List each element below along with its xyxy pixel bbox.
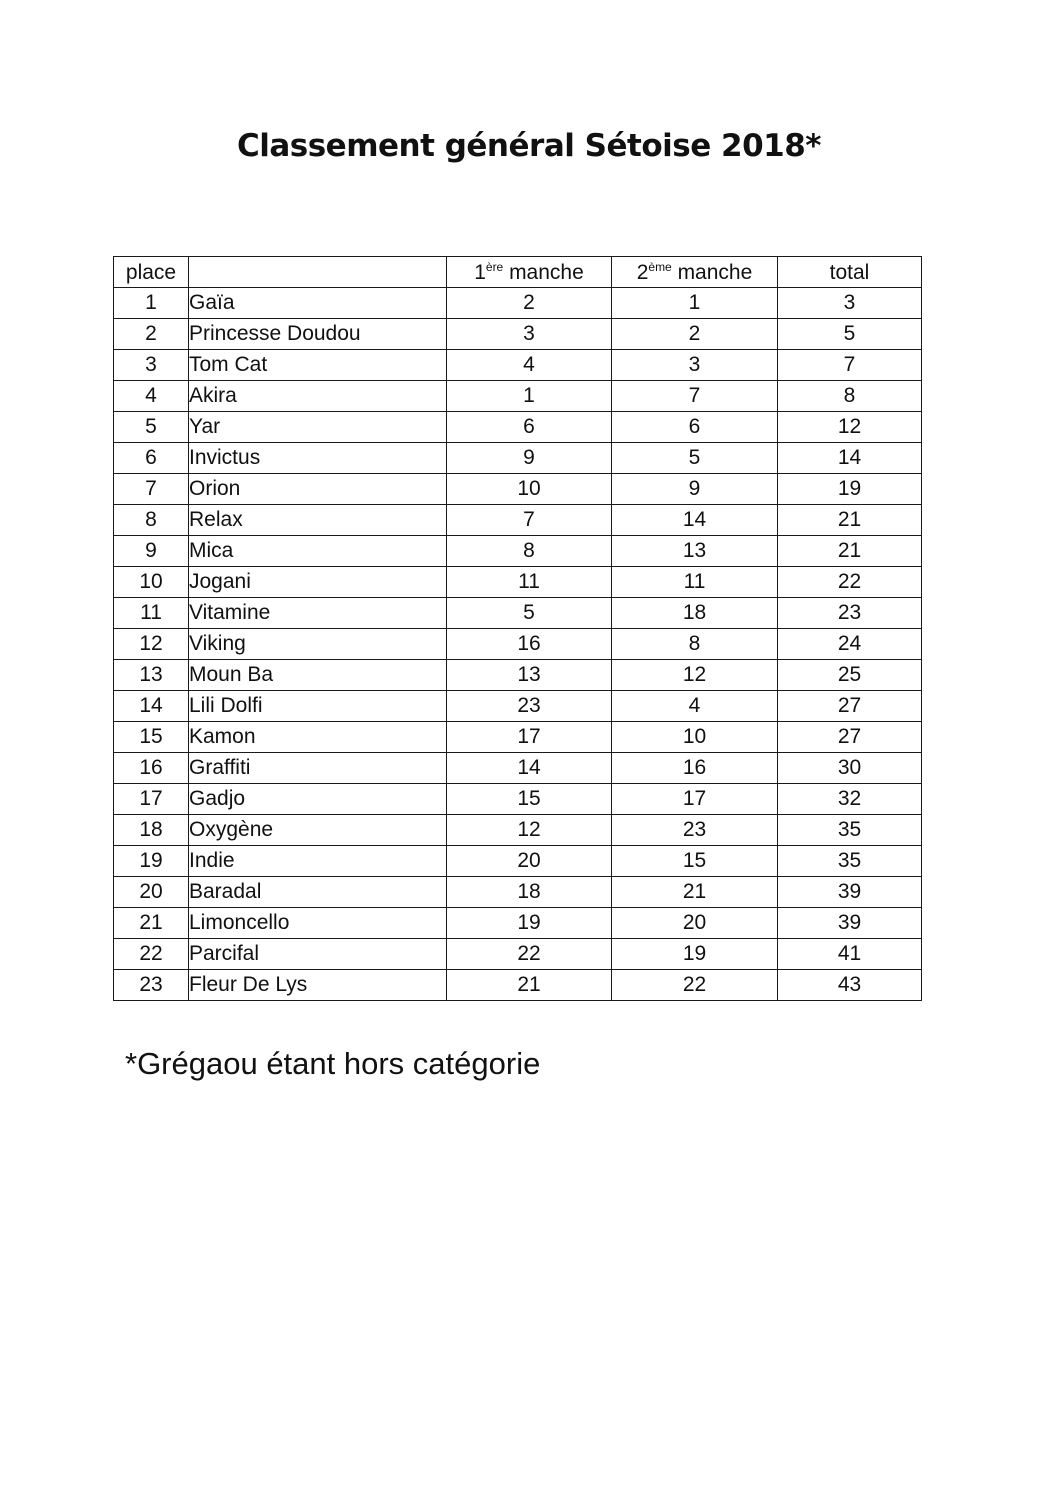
cell-place: 22	[114, 939, 189, 970]
header-round1-superscript: ère	[485, 260, 504, 274]
cell-total: 5	[778, 319, 922, 350]
cell-round1: 18	[447, 877, 612, 908]
cell-round1: 6	[447, 412, 612, 443]
cell-total: 35	[778, 846, 922, 877]
header-total: total	[778, 257, 922, 288]
cell-round1: 22	[447, 939, 612, 970]
table-row	[114, 753, 922, 784]
header-round1-number: 1	[474, 261, 486, 284]
cell-round2: 9	[612, 474, 778, 505]
header-round1-label: manche	[503, 261, 584, 284]
cell-place: 13	[114, 660, 189, 691]
table-row	[114, 691, 922, 722]
cell-total: 12	[778, 412, 922, 443]
cell-place: 23	[114, 970, 189, 1001]
cell-round2: 3	[612, 350, 778, 381]
cell-name: Akira	[189, 381, 447, 412]
footnote: *Grégaou étant hors catégorie	[125, 1046, 541, 1081]
cell-name: Relax	[189, 505, 447, 536]
cell-round1: 14	[447, 753, 612, 784]
cell-round2: 1	[612, 288, 778, 319]
table-row	[114, 908, 922, 939]
cell-round1: 5	[447, 598, 612, 629]
cell-round2: 23	[612, 815, 778, 846]
cell-total: 39	[778, 877, 922, 908]
cell-name: Indie	[189, 846, 447, 877]
table-row	[114, 877, 922, 908]
table-row	[114, 350, 922, 381]
page-title: Classement général Sétoise 2018*	[236, 128, 822, 164]
cell-round1: 2	[447, 288, 612, 319]
cell-round2: 18	[612, 598, 778, 629]
cell-name: Fleur De Lys	[189, 970, 447, 1001]
table-row	[114, 381, 922, 412]
header-round2-label: manche	[671, 261, 753, 284]
cell-name: Moun Ba	[189, 660, 447, 691]
cell-round2: 15	[612, 846, 778, 877]
cell-round1: 8	[447, 536, 612, 567]
cell-total: 8	[778, 381, 922, 412]
cell-round1: 12	[447, 815, 612, 846]
cell-name: Orion	[189, 474, 447, 505]
cell-round2: 10	[612, 722, 778, 753]
cell-round1: 9	[447, 443, 612, 474]
cell-place: 20	[114, 877, 189, 908]
cell-place: 12	[114, 629, 189, 660]
cell-total: 14	[778, 443, 922, 474]
cell-place: 15	[114, 722, 189, 753]
cell-round2: 11	[612, 567, 778, 598]
cell-total: 27	[778, 691, 922, 722]
results-table	[113, 256, 922, 1001]
cell-place: 7	[114, 474, 189, 505]
cell-round2: 4	[612, 691, 778, 722]
cell-place: 1	[114, 288, 189, 319]
cell-name: Lili Dolfi	[189, 691, 447, 722]
cell-place: 16	[114, 753, 189, 784]
table-row	[114, 939, 922, 970]
table-row	[114, 474, 922, 505]
cell-round2: 8	[612, 629, 778, 660]
cell-name: Oxygène	[189, 815, 447, 846]
table-row	[114, 536, 922, 567]
cell-round1: 20	[447, 846, 612, 877]
cell-place: 10	[114, 567, 189, 598]
table-row	[114, 784, 922, 815]
cell-round2: 7	[612, 381, 778, 412]
cell-round1: 19	[447, 908, 612, 939]
cell-round1: 16	[447, 629, 612, 660]
table-row	[114, 722, 922, 753]
cell-place: 18	[114, 815, 189, 846]
cell-total: 25	[778, 660, 922, 691]
cell-round2: 12	[612, 660, 778, 691]
cell-round1: 11	[447, 567, 612, 598]
cell-round1: 21	[447, 970, 612, 1001]
cell-round2: 17	[612, 784, 778, 815]
cell-place: 4	[114, 381, 189, 412]
cell-total: 7	[778, 350, 922, 381]
header-round2-number: 2	[636, 261, 649, 284]
cell-place: 6	[114, 443, 189, 474]
cell-total: 32	[778, 784, 922, 815]
cell-place: 11	[114, 598, 189, 629]
cell-round1: 4	[447, 350, 612, 381]
cell-name: Yar	[189, 412, 447, 443]
cell-round1: 23	[447, 691, 612, 722]
cell-total: 43	[778, 970, 922, 1001]
cell-round2: 16	[612, 753, 778, 784]
cell-total: 24	[778, 629, 922, 660]
cell-place: 21	[114, 908, 189, 939]
header-round1	[447, 257, 612, 288]
table-row	[114, 846, 922, 877]
cell-total: 21	[778, 536, 922, 567]
table-row	[114, 598, 922, 629]
table-row	[114, 319, 922, 350]
cell-place: 2	[114, 319, 189, 350]
cell-name: Parcifal	[189, 939, 447, 970]
cell-place: 14	[114, 691, 189, 722]
table-row	[114, 815, 922, 846]
cell-round2: 22	[612, 970, 778, 1001]
cell-name: Limoncello	[189, 908, 447, 939]
cell-total: 39	[778, 908, 922, 939]
table-row	[114, 970, 922, 1001]
cell-name: Invictus	[189, 443, 447, 474]
cell-round2: 21	[612, 877, 778, 908]
cell-round2: 19	[612, 939, 778, 970]
cell-round1: 10	[447, 474, 612, 505]
cell-round1: 3	[447, 319, 612, 350]
table-row	[114, 443, 922, 474]
results-body	[114, 288, 922, 1001]
cell-name: Vitamine	[189, 598, 447, 629]
header-round2	[612, 257, 778, 288]
cell-name: Mica	[189, 536, 447, 567]
cell-place: 17	[114, 784, 189, 815]
table-row	[114, 288, 922, 319]
cell-round1: 15	[447, 784, 612, 815]
cell-name: Gadjo	[189, 784, 447, 815]
cell-round2: 13	[612, 536, 778, 567]
header-place: place	[114, 257, 189, 288]
cell-round2: 6	[612, 412, 778, 443]
cell-place: 3	[114, 350, 189, 381]
cell-place: 9	[114, 536, 189, 567]
cell-name: Baradal	[189, 877, 447, 908]
table-header-row	[114, 257, 922, 288]
table-row	[114, 505, 922, 536]
cell-round2: 20	[612, 908, 778, 939]
cell-name: Jogani	[189, 567, 447, 598]
cell-name: Princesse Doudou	[189, 319, 447, 350]
cell-name: Viking	[189, 629, 447, 660]
table-row	[114, 567, 922, 598]
cell-name: Tom Cat	[189, 350, 447, 381]
cell-place: 8	[114, 505, 189, 536]
table-row	[114, 629, 922, 660]
cell-place: 19	[114, 846, 189, 877]
cell-round1: 13	[447, 660, 612, 691]
cell-total: 35	[778, 815, 922, 846]
cell-round2: 5	[612, 443, 778, 474]
table-row	[114, 660, 922, 691]
cell-total: 30	[778, 753, 922, 784]
cell-total: 21	[778, 505, 922, 536]
cell-name: Graffiti	[189, 753, 447, 784]
table-row	[114, 412, 922, 443]
cell-total: 41	[778, 939, 922, 970]
cell-place: 5	[114, 412, 189, 443]
cell-round2: 14	[612, 505, 778, 536]
cell-total: 19	[778, 474, 922, 505]
cell-total: 27	[778, 722, 922, 753]
cell-name: Kamon	[189, 722, 447, 753]
cell-total: 3	[778, 288, 922, 319]
cell-round2: 2	[612, 319, 778, 350]
cell-name: Gaïa	[189, 288, 447, 319]
cell-round1: 7	[447, 505, 612, 536]
cell-total: 23	[778, 598, 922, 629]
cell-round1: 1	[447, 381, 612, 412]
header-name	[189, 257, 447, 288]
cell-total: 22	[778, 567, 922, 598]
header-round2-superscript: ème	[648, 260, 672, 274]
cell-round1: 17	[447, 722, 612, 753]
